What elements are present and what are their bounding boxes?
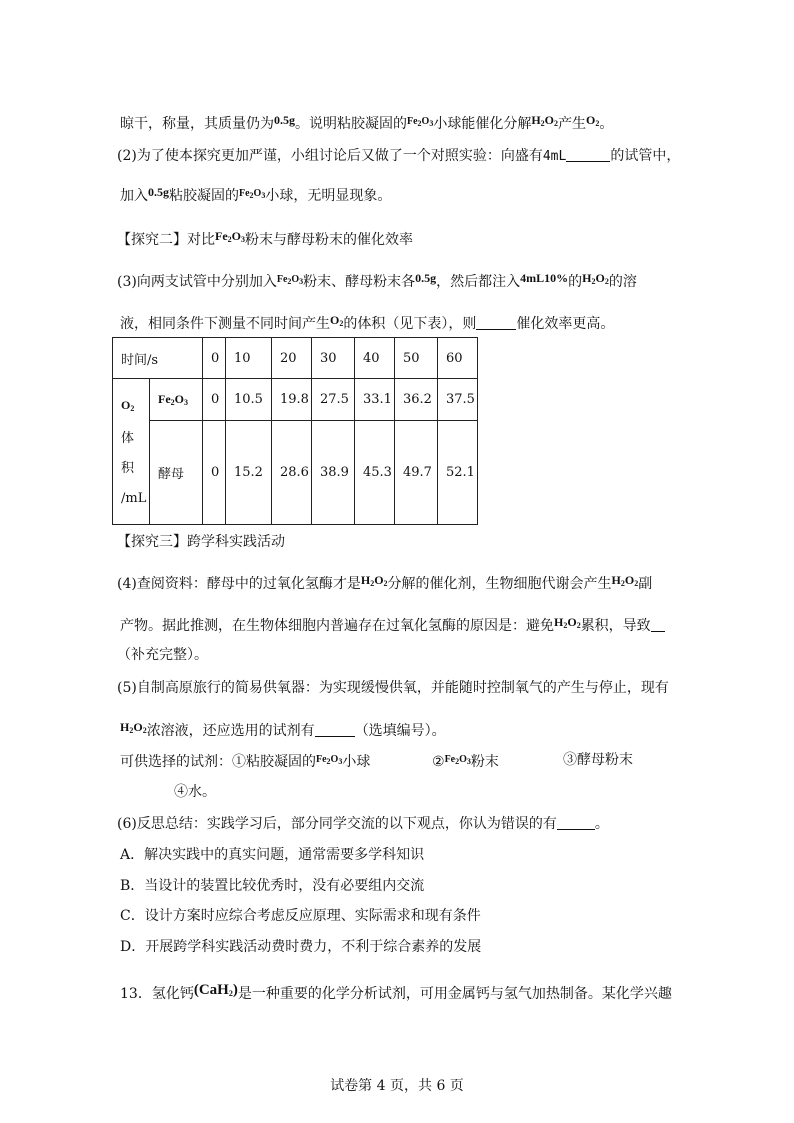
formula-mass: 0.5g xyxy=(274,113,295,127)
reagent-2: ②$^{Fe_2O_3}$粉末 xyxy=(432,754,499,770)
question-4-line-3: （补充完整）。 xyxy=(117,647,208,663)
option-d: D．开展跨学科实践活动费时费力，不利于综合素养的发展 xyxy=(120,939,482,955)
answer-blank[interactable] xyxy=(315,722,355,737)
question-5-line-2: $H_2O_2$浓溶液，还应选用的试剂有 （选填编号）。 xyxy=(120,720,446,739)
formula-fe2o3: Fe2O3 xyxy=(239,188,266,200)
formula-h2o2: $H_2O_2$ xyxy=(582,271,609,286)
formula-fe2o3: $Fe_2O_3$ xyxy=(215,229,245,244)
formula-h2o2: $H_2O_2$ xyxy=(360,573,388,588)
formula-o2: $O_2$ xyxy=(586,113,600,128)
question-3-line-2: 液，相同条件下测量不同时间产生$O_2$的体积（见下表），则 催化效率更高。 xyxy=(120,313,615,332)
paragraph-line: 晾干，称量，其质量仍为0.5g。说明粘胶凝固的$^{Fe_2O_3}$小球能催化分解$H_2O_2$产生$O_2$。 xyxy=(120,113,614,132)
answer-blank[interactable] xyxy=(651,617,665,632)
question-4-line-2: 产物。据此推测，在生物体细胞内普遍存在过氧化氢酶的原因是：避免$H_2O_2$累积，导致 xyxy=(120,612,665,636)
question-2-line-2: 加入0.5g粘胶凝固的$^{Fe_2O_3}$小球，无明显现象。 xyxy=(120,185,392,204)
formula-fe2o3: Fe2O3 xyxy=(407,116,434,128)
option-b: B．当设计的装置比较优秀时，没有必要组内交流 xyxy=(120,878,425,894)
question-13: 13．氢化钙(CaH$_2$)是一种重要的化学分析试剂，可用金属钙与氢气加热制备。某化学兴趣 xyxy=(120,982,672,1002)
formula-cah2: (CaH$_2$) xyxy=(193,982,238,998)
answer-blank[interactable] xyxy=(476,315,516,330)
section-heading-explore-3: 【探究三】跨学科实践活动 xyxy=(117,534,285,550)
option-a: A．解决实践中的真实问题，通常需要多学科知识 xyxy=(120,847,425,863)
option-c: C．设计方案时应综合考虑反应原理、实际需求和现有条件 xyxy=(120,908,481,924)
reagent-4: ④水。 xyxy=(174,784,216,800)
question-3-line-1: (3)向两支试管中分别加入$^{Fe_2O_3}$粉末、酵母粉末各0.5g，然后都注入4mL10%的$H_2O_2$的溶 xyxy=(117,271,637,290)
question-4-line-1: (4)查阅资料：酵母中的过氧化氢酶才是$H_2O_2$分解的催化剂，生物细胞代谢会产生$H_2O_2$副 xyxy=(117,573,653,592)
page-footer: 试卷第 4 页，共 6 页 xyxy=(330,1078,464,1094)
reagent-list: 可供选择的试剂：①粘胶凝固的$^{Fe_2O_3}$小球 xyxy=(120,754,371,770)
formula-fe2o3: Fe2O3 xyxy=(316,754,343,766)
formula-fe2o3: Fe2O3 xyxy=(444,754,471,766)
formula-h2o2: $H_2O_2$ xyxy=(611,573,639,588)
section-heading-explore-2: 【探究二】对比$Fe_2O_3$粉末与酵母粉末的催化效率 xyxy=(117,229,413,248)
question-2-line-1: (2)为了使本探究更加严谨，小组讨论后又做了一个对照实验：向盛有4mL 的试管中， xyxy=(117,148,681,164)
formula-o2: $O_2$ xyxy=(330,313,344,328)
formula-h2o2: $H_2O_2$ xyxy=(120,720,147,735)
formula-h2o2: $H_2O_2$ xyxy=(531,113,559,128)
reagent-3: ③酵母粉末 xyxy=(563,752,633,768)
question-5-line-1: (5)自制高原旅行的简易供氧器：为实现缓慢供氧，并能随时控制氧气的产生与停止，现有 xyxy=(117,680,669,696)
answer-blank[interactable] xyxy=(557,815,595,830)
formula-h2o2: $H_2O_2$ xyxy=(554,615,581,630)
question-6: (6)反思总结：实践学习后，部分同学交流的以下观点，你认为错误的有 。 xyxy=(117,816,609,832)
row-group-label: $O_2$ 体 积 /mL xyxy=(113,379,150,525)
table-header-time: 时间/s xyxy=(113,338,203,379)
o2-volume-table: 时间/s 0 10 20 30 40 50 60 $O_2$ 体 积 /mL $Fe_2O_3$ 0 10.5 19.8 27.5 33.1 36.2 37.5 酵母 0 15.2 28.6 38.9 45.3 49.7 52.1 xyxy=(112,337,478,525)
row-label-yeast: 酵母 xyxy=(150,421,203,525)
formula-fe2o3: Fe2O3 xyxy=(276,274,304,286)
answer-blank[interactable] xyxy=(566,147,610,162)
row-label-fe2o3: $Fe_2O_3$ xyxy=(150,379,203,421)
